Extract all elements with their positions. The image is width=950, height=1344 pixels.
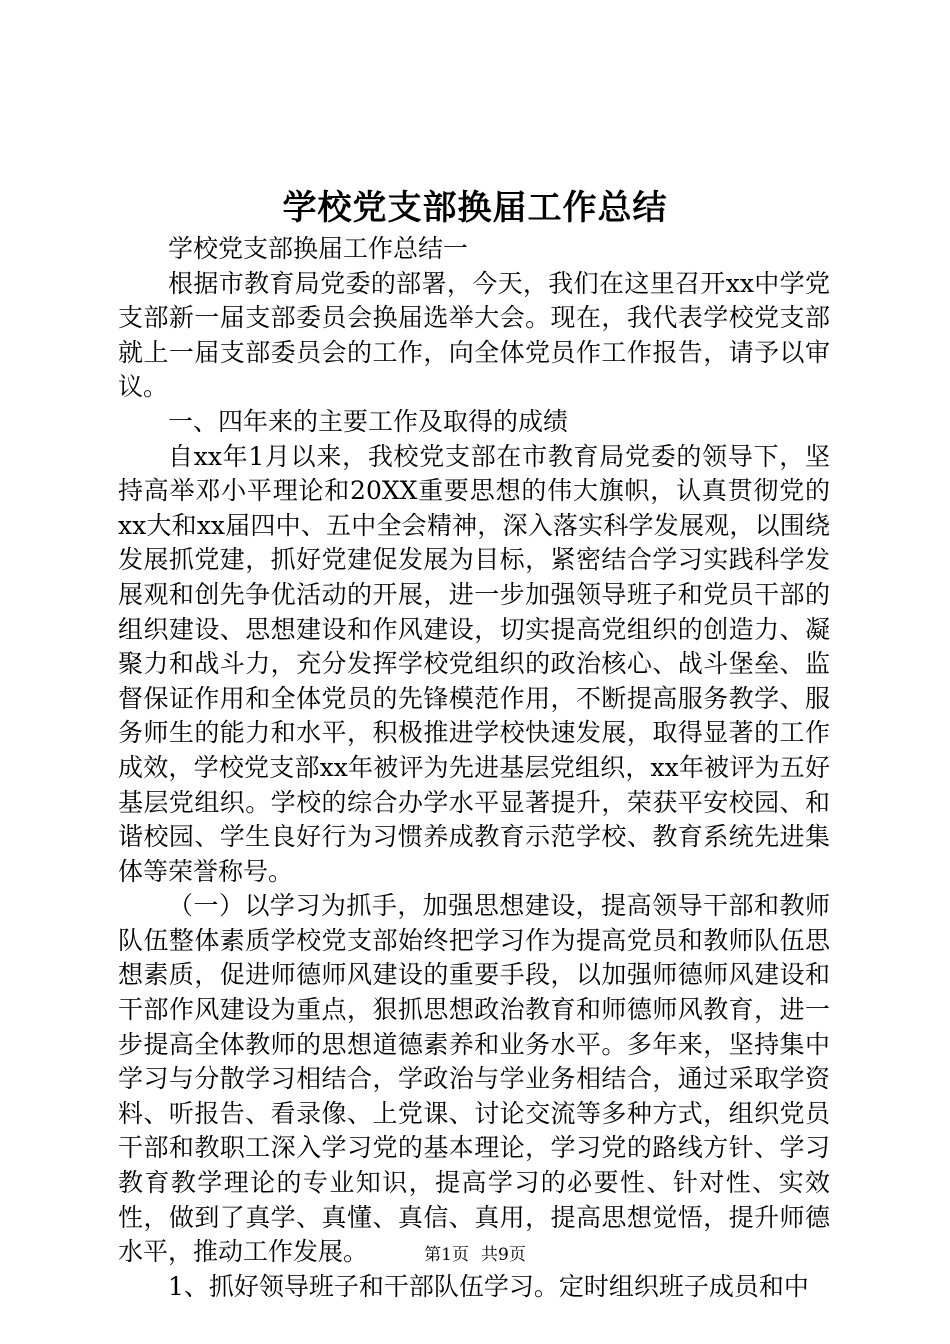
paragraph-intro: 根据市教育局党委的部署，今天，我们在这里召开xx中学党支部新一届支部委员会换届选举大会。现在，我代表学校党支部就上一届支部委员会的工作，向全体党员作工作报告，请予以审议。 xyxy=(118,268,830,402)
page-number: 第1页 xyxy=(424,1245,469,1265)
document-body xyxy=(118,232,830,1304)
paragraph-leadership-study: 1、抓好领导班子和干部队伍学习。定时组织班子成员和中 xyxy=(168,1271,809,1301)
document-title: 学校党支部换届工作总结 xyxy=(282,188,668,228)
paragraph-subtitle: 学校党支部换届工作总结一 xyxy=(168,234,469,263)
section-heading-achievements: 一、四年来的主要工作及取得的成绩 xyxy=(168,406,569,436)
paragraph-achievements: 自xx年1月以来，我校党支部在市教育局党委的领导下，坚持高举邓小平理论和20XX重要思想的伟大旗帜，认真贯彻党的xx大和xx届四中、五中全会精神，深入落实科学发展观，以围绕发展抓党建，抓好党建促发展为目标，紧密结合学习实践科学发展观和创先争优活动的开展，进一步加强领导班子和党员干部的组织建设、思想建设和作风建设，切实提高党组织的创造力、凝聚力和战斗力，充分发挥学校党组织的政治核心、战斗堡垒、监督保证作用和全体党员的先锋模范作用，不断提高服务教学、服务师生的能力和水平，积极推进学校快速发展，取得显著的工作成效，学校党支部xx年被评为先进基层党组织，xx年被评为五好基层党组织。学校的综合办学水平显著提升，荣获平安校园、和谐校园、学生良好行为习惯养成教育示范学校、教育系统先进集体等荣誉称号。 xyxy=(118,441,830,886)
page-footer xyxy=(0,1243,950,1267)
paragraph-study-construction: （一）以学习为抓手，加强思想建设，提高领导干部和教师队伍整体素质学校党支部始终把学习作为提高党员和教师队伍思想素质，促进师德师风建设的重要手段，以加强师德师风建设和干部作风建设为重点，狠抓思想政治教育和师德师风教育，进一步提高全体教师的思想道德素养和业务水平。多年来，坚持集中学习与分散学习相结合，学政治与学业务相结合，通过采取学资料、听报告、看录像、上党课、讨论交流等多种方式，组织党员干部和教职工深入学习党的基本理论，学习党的路线方针、学习教育教学理论的专业知识，提高学习的必要性、针对性、实效性，做到了真学、真懂、真信、真用，提高思想觉悟，提升师德水平，推动工作发展。 xyxy=(118,891,830,1267)
page-total: 共9页 xyxy=(481,1245,526,1265)
